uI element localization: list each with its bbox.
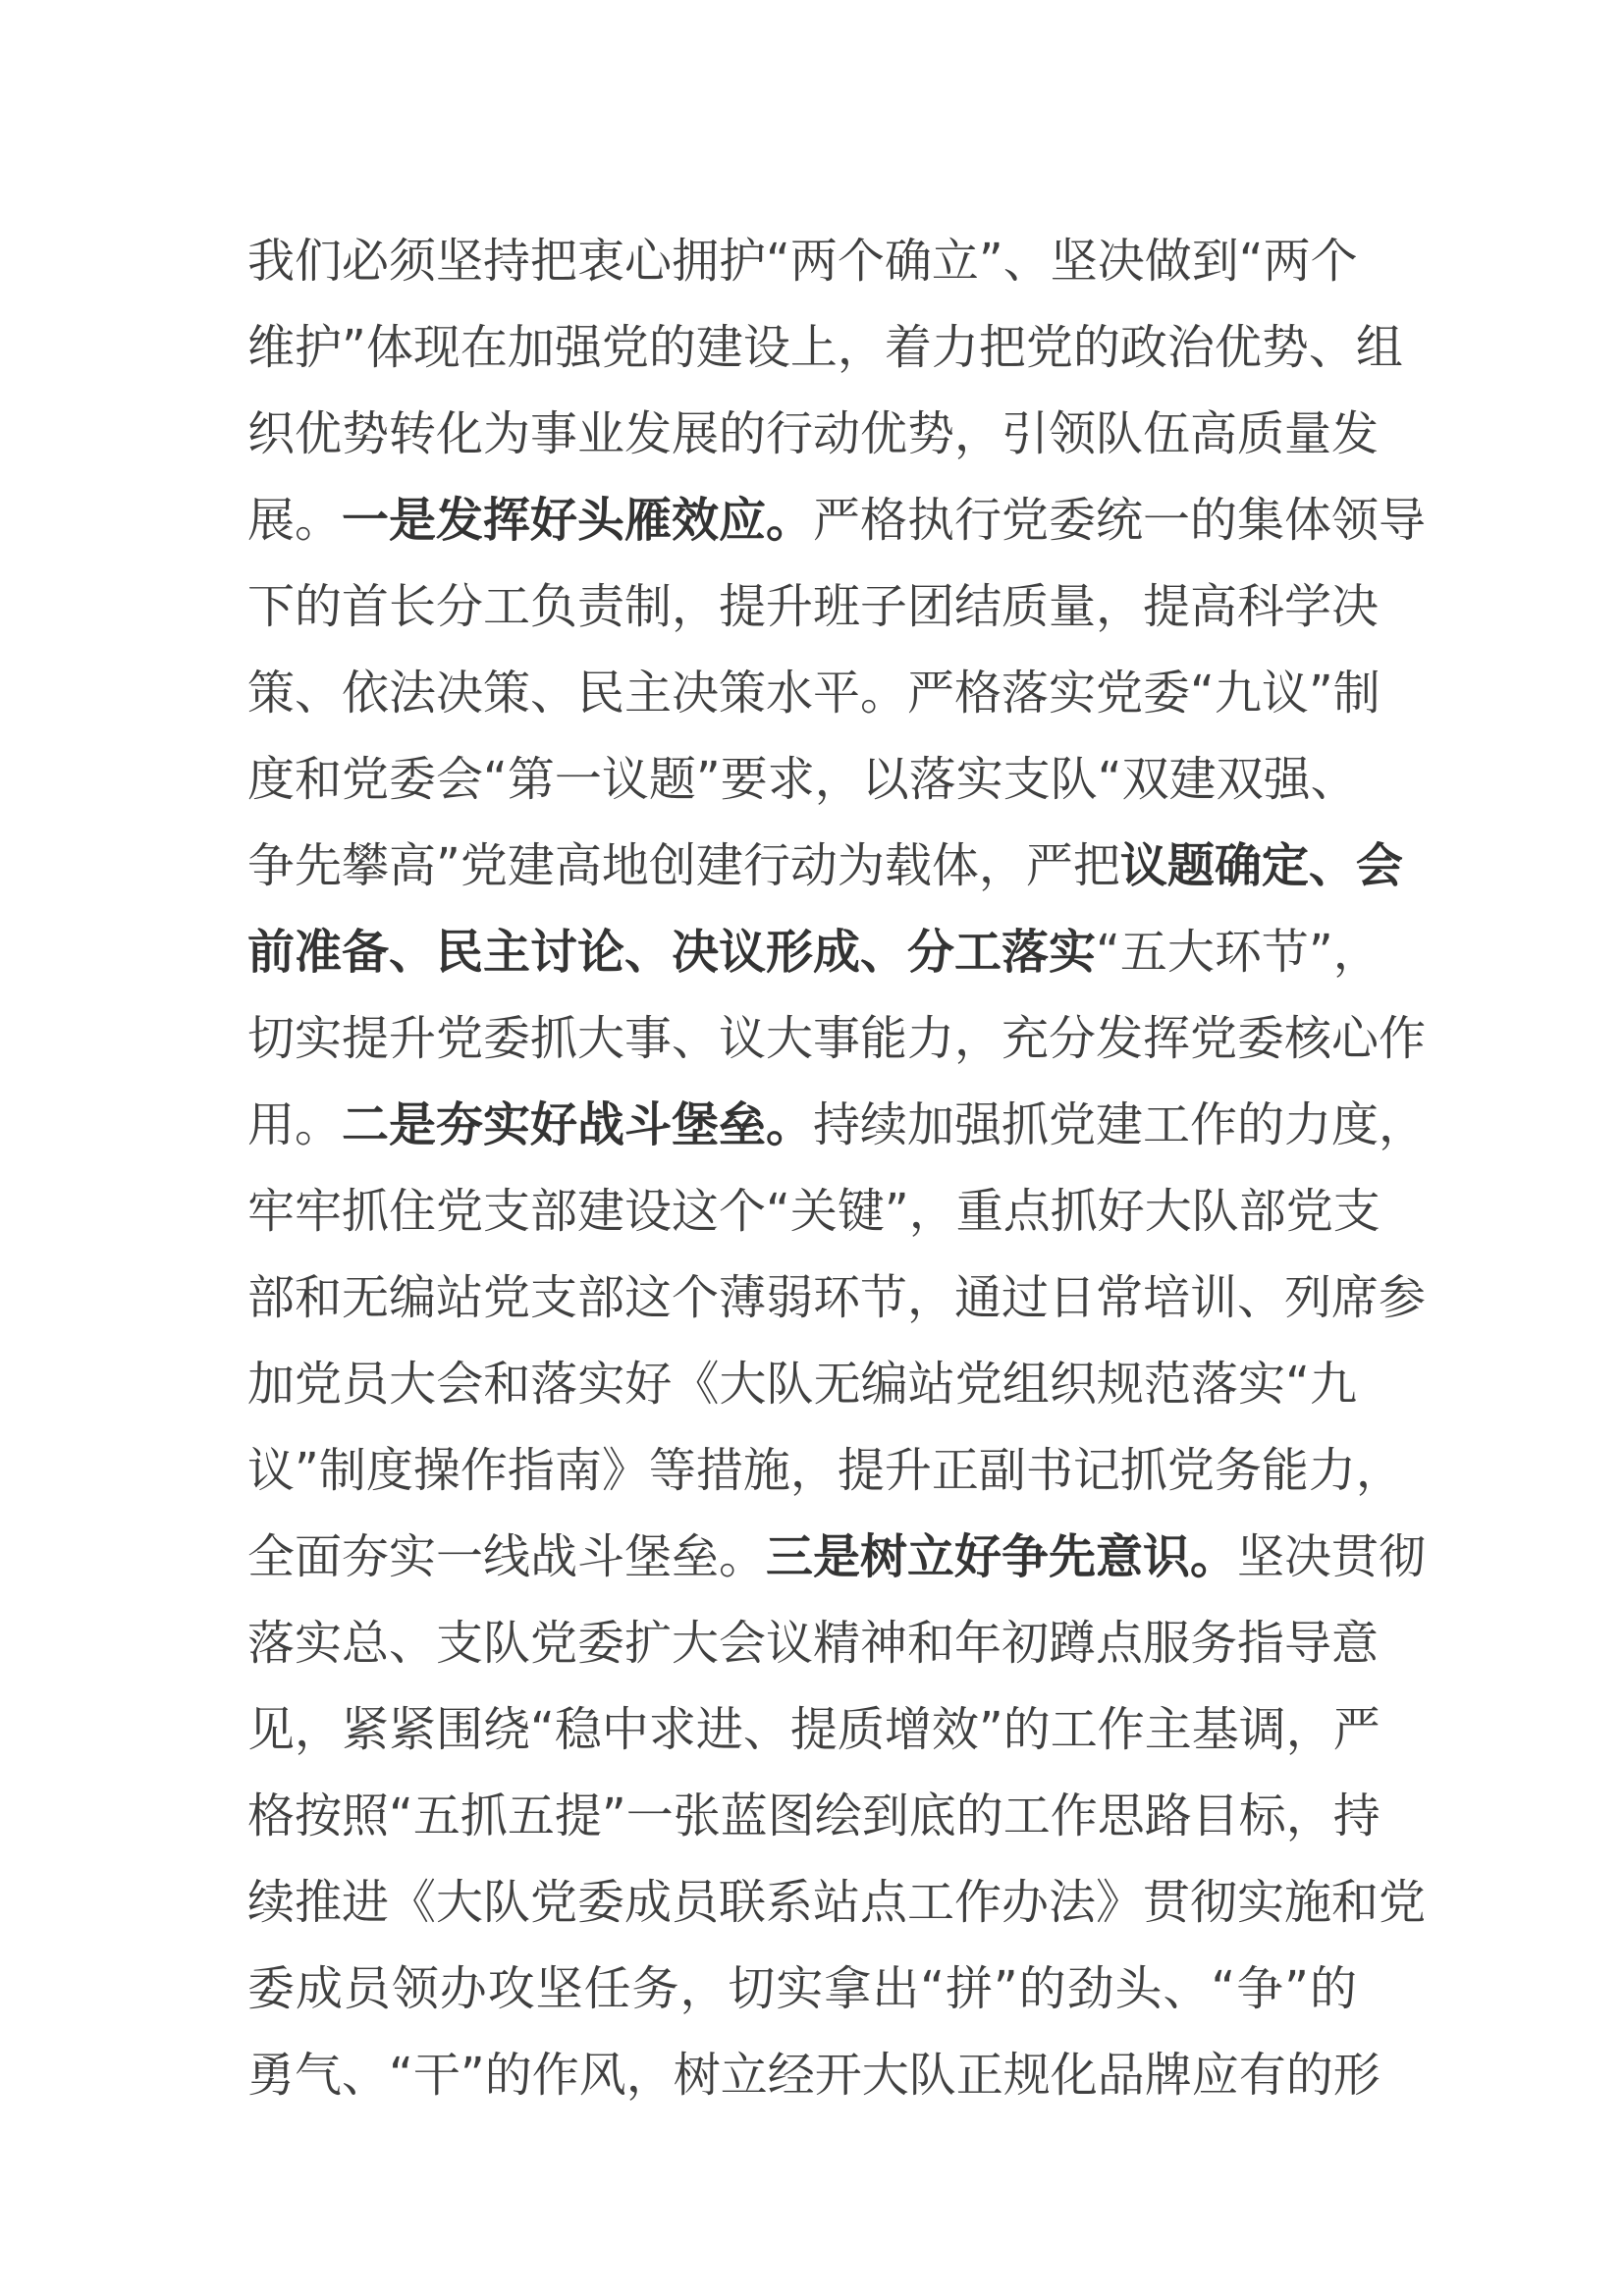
body-text-segment: 议”制度操作指南》等措施，提升正副书记抓党务能力， [247,1443,1403,1498]
text-line [247,1427,1403,1514]
body-text-segment: 委成员领办攻坚任务，切实拿出“拼”的劲头、“争”的 [247,1961,1357,2016]
text-line [247,218,1357,304]
text-line [247,1859,1427,1946]
text-line [247,1082,1427,1168]
bold-heading-text: 前准备、民主讨论、决议形成、分工落实 [247,925,1097,980]
body-text-segment: 度和党委会“第一议题”要求，以落实支队“双建双强、 [247,752,1358,807]
text-line [247,736,1357,823]
text-line [247,1600,1380,1686]
text-line [247,477,1427,563]
body-text-segment: 下的首长分工负责制，提升班子团结质量，提高科学决 [247,579,1380,634]
body-text-segment: 落实总、支队党委扩大会议精神和年初蹲点服务指导意 [247,1616,1380,1671]
body-text-segment: 严格执行党委统一的集体领导 [813,493,1427,548]
text-line [247,995,1427,1082]
text-line [247,1168,1380,1255]
body-text [247,218,1427,2118]
body-text-segment: 切实提升党委抓大事、议大事能力，充分发挥党委核心作 [247,1011,1427,1066]
body-text-segment: 展。 [247,493,343,548]
body-text-segment: 争先攀高”党建高地创建行动为载体，严把 [247,838,1120,893]
body-text-segment: 维护”体现在加强党的建设上，着力把党的政治优势、组 [247,320,1403,375]
text-line [247,1514,1427,1600]
text-line [247,391,1380,477]
text-line [247,1255,1427,1341]
bold-heading-text: 一是发挥好头雁效应。 [342,493,814,548]
body-text-segment: 用。 [247,1097,343,1152]
body-text-segment: 见，紧紧围绕“稳中求进、提质增效”的工作主基调，严 [247,1702,1380,1757]
bold-heading-text: 议题确定、会 [1119,838,1403,893]
bold-heading-text: 三是树立好争先意识。 [766,1529,1238,1584]
body-text-segment: 牢牢抓住党支部建设这个“关键”，重点抓好大队部党支 [247,1184,1380,1239]
text-line [247,909,1380,995]
body-text-segment: 我们必须坚持把衷心拥护“两个确立”、坚决做到“两个 [247,234,1358,289]
text-line [247,1686,1380,1773]
text-line [247,2032,1380,2118]
body-text-segment: 勇气、“干”的作风，树立经开大队正规化品牌应有的形 [247,2048,1380,2103]
text-line [247,823,1403,909]
body-text-segment: 策、依法决策、民主决策水平。严格落实党委“九议”制 [247,666,1380,721]
body-text-segment: 格按照“五抓五提”一张蓝图绘到底的工作思路目标，持 [247,1789,1380,1843]
text-line [247,1773,1380,1859]
bold-heading-text: 二是夯实好战斗堡垒。 [342,1097,814,1152]
body-text-segment: 续推进《大队党委成员联系站点工作办法》贯彻实施和党 [247,1875,1427,1930]
body-text-segment: 坚决贯彻 [1237,1529,1427,1584]
text-line [247,563,1380,650]
body-text-segment: 持续加强抓党建工作的力度， [813,1097,1427,1152]
text-line [247,650,1380,736]
text-line [247,304,1403,391]
body-text-segment: 加党员大会和落实好《大队无编站党组织规范落实“九 [247,1357,1357,1412]
body-text-segment: 部和无编站党支部这个薄弱环节，通过日常培训、列席参 [247,1270,1427,1325]
text-line [247,1341,1357,1427]
body-text-segment: “五大环节”， [1096,925,1380,980]
body-text-segment: 全面夯实一线战斗堡垒。 [247,1529,767,1584]
text-line [247,1946,1357,2032]
body-text-segment: 织优势转化为事业发展的行动优势，引领队伍高质量发 [247,406,1380,461]
